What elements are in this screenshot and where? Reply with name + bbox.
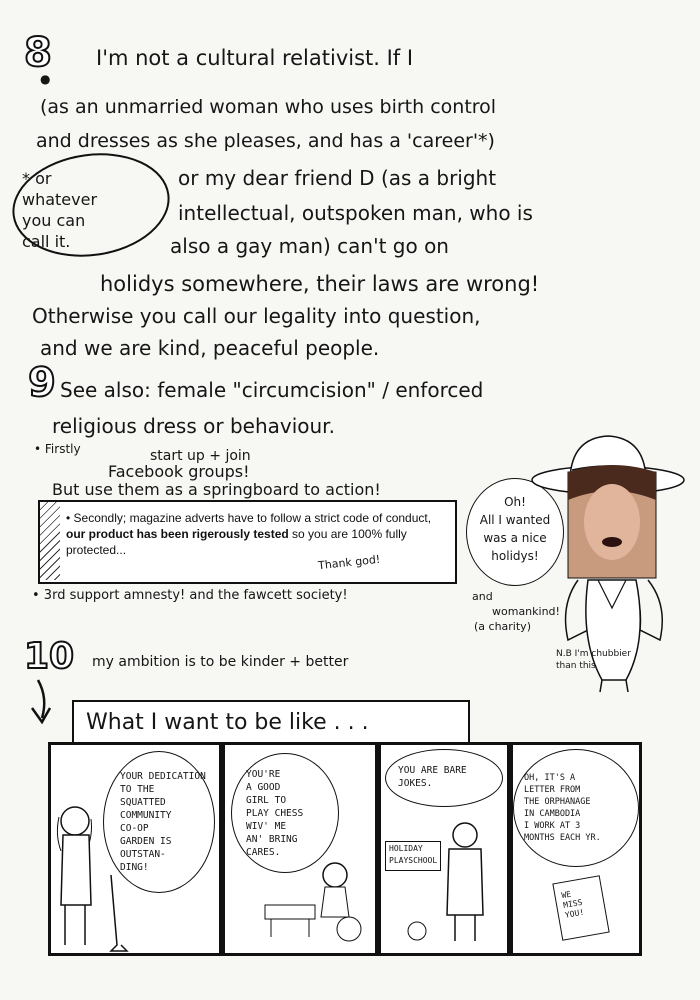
clipping-hatching bbox=[40, 502, 60, 580]
s8-line-1: I'm not a cultural relativist. If I bbox=[96, 46, 414, 70]
comic-panel-1 bbox=[48, 742, 222, 956]
panel-3-speech: YOU ARE BARE JOKES. bbox=[398, 765, 467, 789]
section-10-number: 10 bbox=[24, 636, 75, 677]
panel-4-speech-bubble bbox=[513, 749, 639, 867]
s8-line-7: holidys somewhere, their laws are wrong! bbox=[100, 272, 540, 296]
s8-line-3: and dresses as she pleases, and has a 'career'*) bbox=[36, 130, 495, 152]
bullet1-firstly: • Firstly bbox=[34, 442, 81, 456]
s9-line-2: religious dress or behaviour. bbox=[52, 414, 335, 438]
holiday-speech-text: Oh! All I wanted was a nice holidys! bbox=[479, 495, 551, 563]
s8-line-9: and we are kind, peaceful people. bbox=[40, 336, 380, 360]
nb-note: N.B I'm chubbier than this bbox=[556, 649, 631, 671]
s8-line-5: intellectual, outspoken man, who is bbox=[178, 201, 533, 225]
section-8-number: 8 bbox=[24, 30, 52, 76]
section-9-number: 9 bbox=[28, 360, 56, 406]
bullet3-text-d: (a charity) bbox=[474, 620, 531, 633]
magazine-clipping bbox=[38, 500, 457, 584]
what-i-want-heading: What I want to be like . . . bbox=[86, 710, 369, 735]
panel-1-speech: YOUR DEDICATION TO THE SQUATTED COMMUNITY CO-OP GARDEN IS OUTSTAN- DING! bbox=[120, 771, 206, 873]
bullet1-line-a: start up + join bbox=[150, 448, 251, 464]
bullet1-line-b: Facebook groups! bbox=[108, 462, 250, 481]
s8-line-8: Otherwise you call our legality into question, bbox=[32, 304, 481, 328]
bullet3-text-b: and bbox=[472, 590, 493, 603]
panel-1-gardener-drawing bbox=[51, 795, 131, 995]
footnote-text: * or whatever you can call it. bbox=[22, 169, 98, 251]
comic-panel-4 bbox=[510, 742, 642, 956]
thank-god-note: Thank god! bbox=[317, 552, 381, 573]
panel-2-speech: YOU'RE A GOOD GIRL TO PLAY CHESS WIV' ME AN' BRING CARES. bbox=[246, 769, 304, 858]
what-i-want-heading-box bbox=[72, 700, 470, 748]
panel-4-speech: OH, IT'S A LETTER FROM THE ORPHANAGE IN CAMBODIA I WORK AT 3 MONTHS EACH YR. bbox=[524, 773, 601, 843]
comic-panel-3 bbox=[378, 742, 510, 956]
bullet3-text-a: • 3rd support amnesty! and the fawcett society! bbox=[32, 588, 348, 603]
ambition-text: my ambition is to be kinder + better bbox=[92, 654, 349, 670]
holiday-playschool-sign: HOLIDAY PLAYSCHOOL bbox=[385, 841, 441, 871]
section-8-dot: ● bbox=[40, 72, 51, 86]
letter-drawing: WE MISS YOU! bbox=[552, 875, 609, 940]
s8-line-4: or my dear friend D (as a bright bbox=[178, 166, 497, 190]
comic-panel-2 bbox=[222, 742, 378, 956]
down-arrow-icon bbox=[28, 678, 58, 728]
s8-line-2: (as an unmarried woman who uses birth control bbox=[40, 96, 497, 118]
panel-3-speech-bubble bbox=[385, 749, 503, 807]
s8-line-6: also a gay man) can't go on bbox=[170, 234, 449, 258]
panel-2-chess-drawing bbox=[225, 855, 375, 945]
bullet3-text-c: womankind! bbox=[492, 605, 560, 618]
clipping-text: • Secondly; magazine adverts have to follow a strict code of conduct, our product has been rigerously tested so you are 100% fully protected... bbox=[66, 511, 432, 557]
bullet1-line-c: But use them as a springboard to action! bbox=[52, 480, 381, 499]
panel-3-teacher-drawing bbox=[381, 805, 507, 945]
s9-line-1: See also: female "circumcision" / enforced bbox=[60, 378, 484, 402]
